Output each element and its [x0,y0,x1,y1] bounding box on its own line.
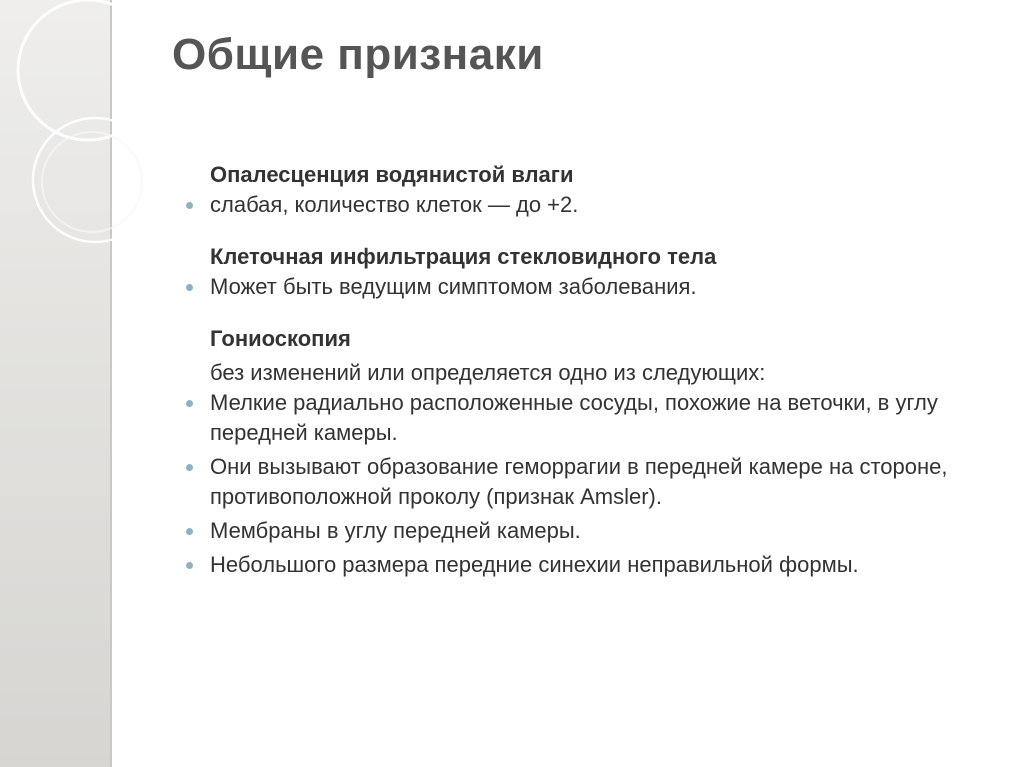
list-item-text: слабая, количество клеток — до +2. [210,192,579,217]
bullet-dot-icon [186,464,193,471]
section-intro-text: без изменений или определяется одно из следующих: [210,360,766,385]
list-item-text: Небольшого размера передние синехии неправильной формы. [210,552,859,577]
bullet-dot-icon [186,400,193,407]
list-item [182,516,1002,546]
list-item [182,388,1002,448]
bullet-dot-icon [186,284,193,291]
list-item [182,272,1002,302]
slide-content [182,160,1002,580]
list-item [182,452,1002,512]
decorative-ring-inner [42,132,142,232]
section-heading-gonioscopy: Гониоскопия [210,326,351,351]
list-item-text: Мембраны в углу передней камеры. [210,518,581,543]
list-item [182,190,1002,220]
list-item-text: Они вызывают образование геморрагии в передней камере на стороне, противоположной проколу (признак Amsler). [210,454,948,509]
bullet-dot-icon [186,562,193,569]
decorative-ring-small [33,118,157,242]
bullet-dot-icon [186,202,193,209]
decorative-rings [0,0,200,300]
bullet-dot-icon [186,528,193,535]
page-title: Общие признаки [172,30,544,79]
list-item [182,550,1002,580]
list-item-text: Мелкие радиально расположенные сосуды, похожие на веточки, в углу передней камеры. [210,390,938,445]
section-heading-opalescence: Опалесценция водянистой влаги [210,162,574,187]
section-heading-infiltration: Клеточная инфильтрация стекловидного тела [210,244,717,269]
list-item-text: Может быть ведущим симптомом заболевания. [210,274,697,299]
